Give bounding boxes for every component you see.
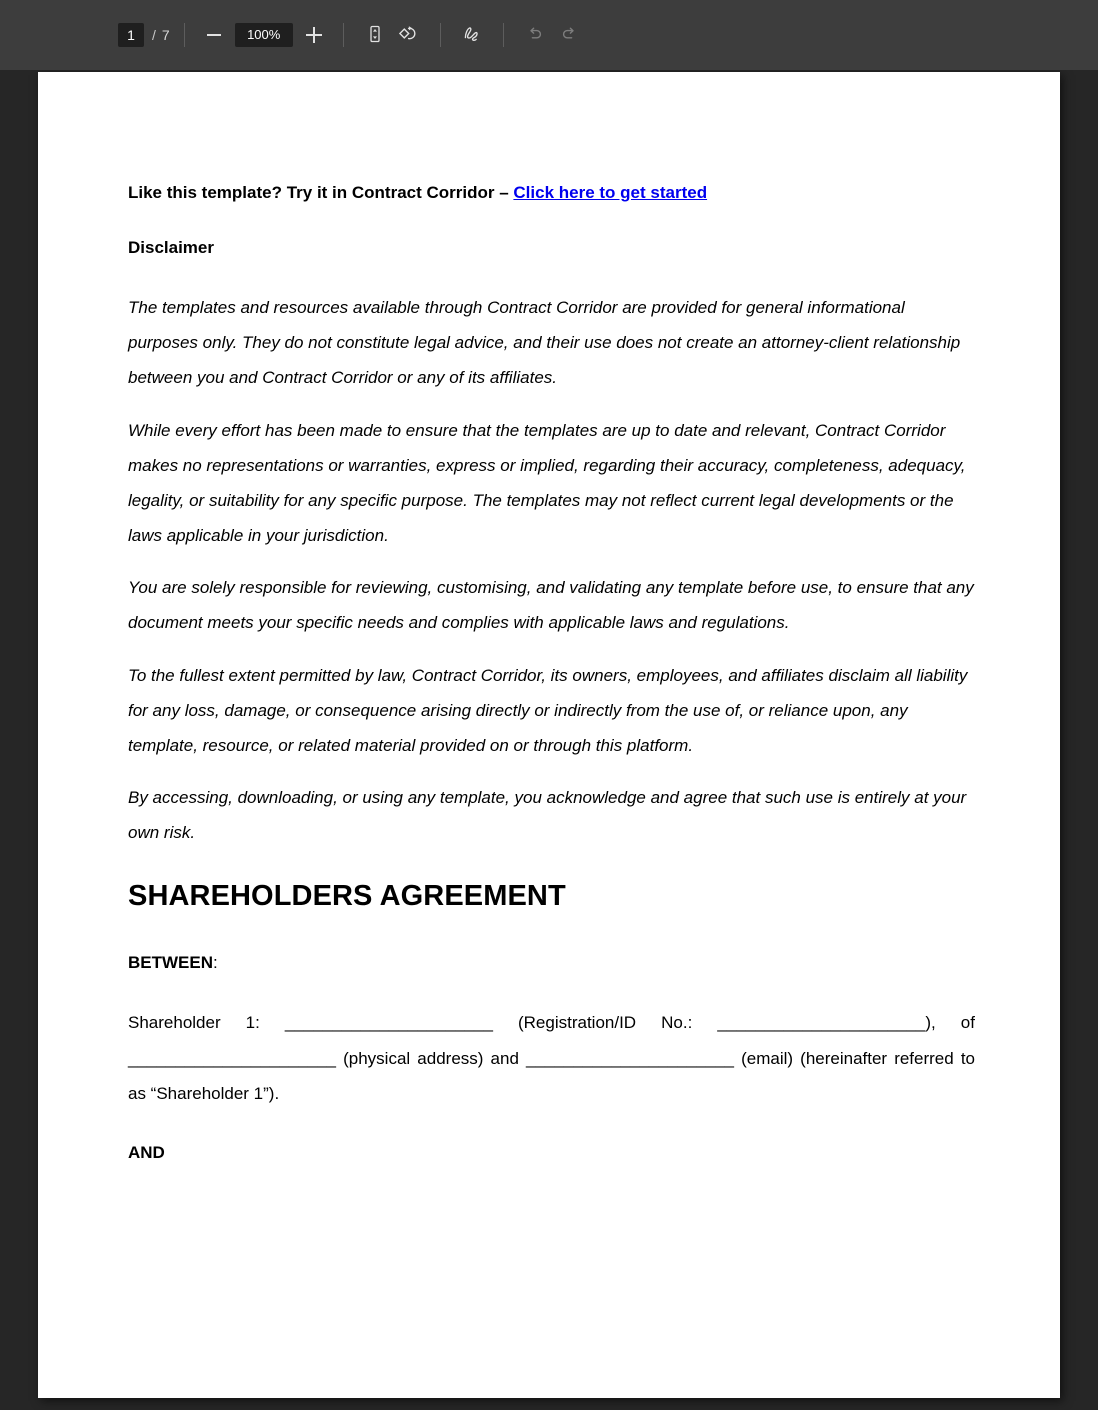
toolbar-divider-4 xyxy=(503,23,504,47)
promo-line xyxy=(128,182,975,205)
disclaimer-heading: Disclaimer xyxy=(128,237,214,257)
zoom-in-button[interactable] xyxy=(299,20,329,50)
disclaimer-paragraph-4: To the fullest extent permitted by law, Contract Corridor, its owners, employees, and affiliates disclaim all liability for any loss, damage, or consequence arising directly or indirectly from the use of, or reliance upon, any template, resource, or related material provided on or through this platform. xyxy=(128,665,968,755)
zoom-level-display[interactable]: 100% xyxy=(235,23,293,47)
undo-button[interactable] xyxy=(518,20,552,50)
toolbar-divider-3 xyxy=(440,23,441,47)
between-colon: : xyxy=(213,953,218,973)
promo-prefix-text: Like this template? Try it in Contract Corridor – xyxy=(128,183,514,202)
history-group xyxy=(518,20,586,50)
redo-button[interactable] xyxy=(552,20,586,50)
redo-icon xyxy=(559,24,579,47)
toolbar-divider-2 xyxy=(343,23,344,47)
disclaimer-paragraph-3: You are solely responsible for reviewing, customising, and validating any template before use, to ensure that any document meets your specific needs and complies with applicable laws and regulations. xyxy=(128,578,974,633)
rotate-counterclockwise-icon xyxy=(398,23,419,47)
plus-icon xyxy=(306,27,322,43)
rotate-button[interactable] xyxy=(392,20,426,50)
fit-page-icon xyxy=(365,24,385,47)
disclaimer-paragraph-1: The templates and resources available through Contract Corridor are provided for general informational purposes only. They do not constitute legal advice, and their use does not create an attorney-client relationship between you and Contract Corridor or any of its affiliates. xyxy=(128,297,961,388)
page-navigation-group xyxy=(118,23,170,47)
minus-icon xyxy=(207,34,221,36)
annotation-group xyxy=(455,20,489,50)
agreement-title: SHAREHOLDERS AGREEMENT xyxy=(128,879,566,912)
pdf-viewer-area[interactable] xyxy=(0,70,1098,1410)
zoom-controls-group xyxy=(199,20,329,50)
total-pages-label: 7 xyxy=(161,27,170,43)
get-started-link[interactable]: Click here to get started xyxy=(513,183,708,202)
page-content xyxy=(128,182,975,1163)
ink-annotate-button[interactable] xyxy=(455,20,489,50)
pdf-toolbar xyxy=(0,0,1098,70)
undo-icon xyxy=(525,24,545,47)
toolbar-divider-1 xyxy=(184,23,185,47)
between-word: BETWEEN xyxy=(128,953,213,973)
and-label: AND xyxy=(128,1142,165,1162)
zoom-out-button[interactable] xyxy=(199,20,229,50)
disclaimer-paragraph-2: While every effort has been made to ensure that the templates are up to date and relevant, Contract Corridor makes no representations or warranties, express or implied, regarding their accuracy, completeness, adequacy, legality, or suitability for any specific purpose. The templates may not reflect current legal developments or the laws applicable in your jurisdiction. xyxy=(128,420,966,546)
fit-page-button[interactable] xyxy=(358,20,392,50)
between-label xyxy=(128,953,975,973)
shareholder-1-clause: Shareholder 1: ______________________ (Registration/ID No.: ______________________), of ______________________ (physical address) and ______________________ (email) (hereinafter referred to as “Shareholder 1”). xyxy=(128,1013,975,1103)
view-controls-group xyxy=(358,20,426,50)
page-number-input[interactable]: 1 xyxy=(118,23,144,47)
page-separator: / xyxy=(152,27,156,43)
pdf-page-1 xyxy=(38,72,1060,1398)
ink-annotate-icon xyxy=(461,23,483,48)
disclaimer-paragraph-5: By accessing, downloading, or using any template, you acknowledge and agree that such use is entirely at your own risk. xyxy=(128,788,967,843)
